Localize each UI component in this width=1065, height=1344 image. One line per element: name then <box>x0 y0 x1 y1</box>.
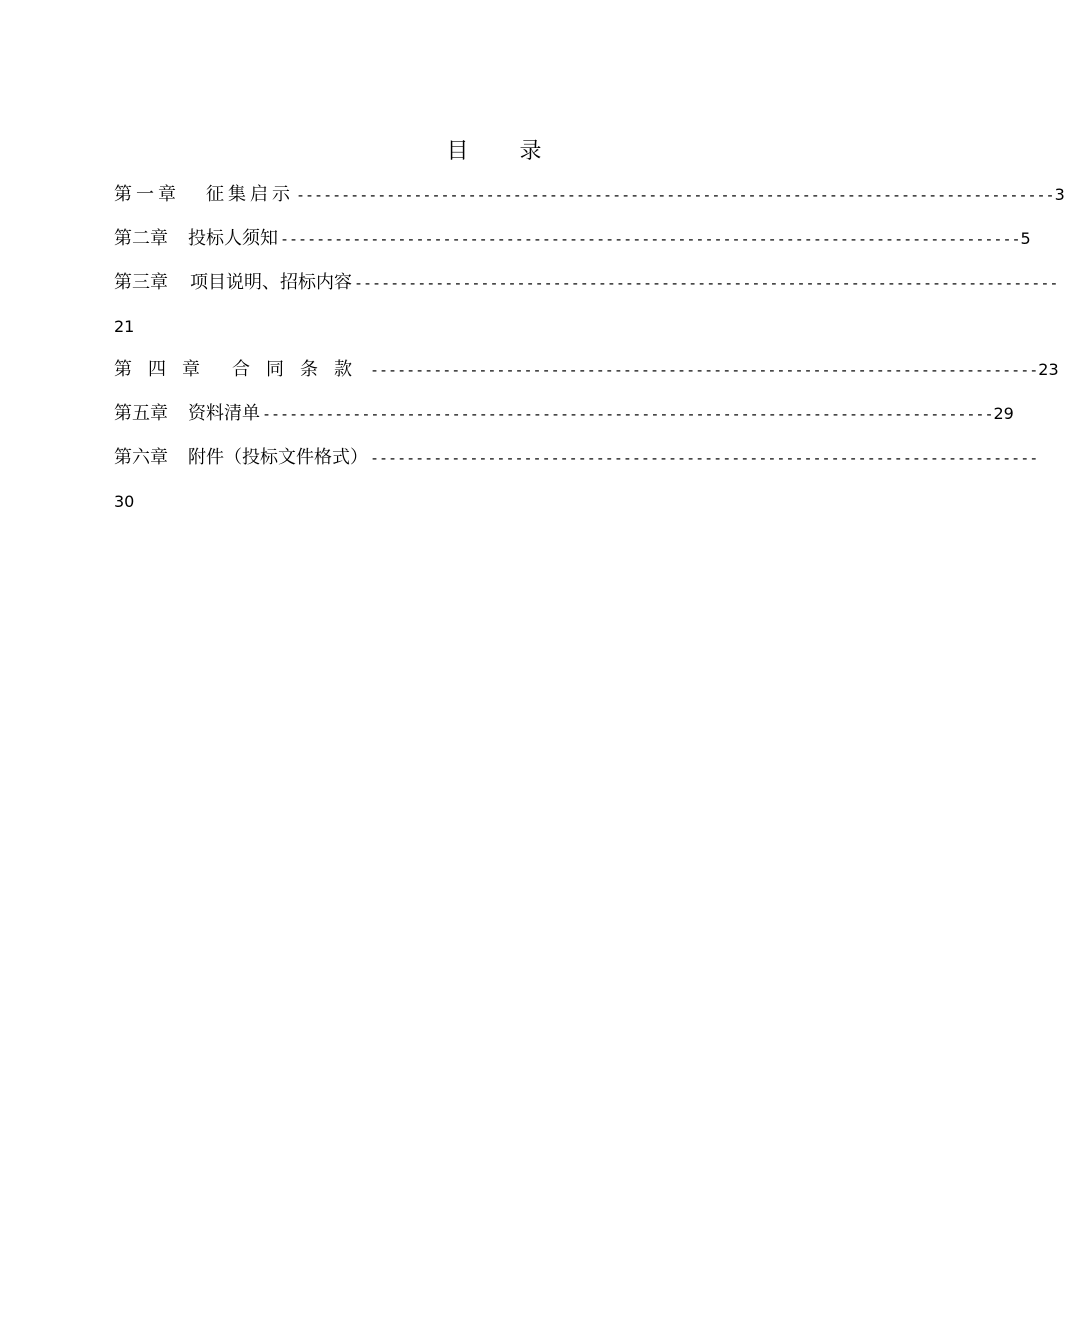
toc-chapter-label: 第三章 <box>114 272 168 293</box>
toc-entry-title: 附件（投标文件格式） <box>188 447 368 468</box>
toc-entry-title: 项目说明、招标内容 <box>190 272 352 293</box>
toc-entry-chapter-3[interactable] <box>114 270 1059 296</box>
toc-page-number: 5 <box>1020 229 1031 248</box>
toc-entry-chapter-4[interactable] <box>114 357 1059 383</box>
toc-page-number: 21 <box>114 317 135 336</box>
toc-entry-chapter-1[interactable] <box>114 182 1065 208</box>
toc-page-number: 3 <box>1054 185 1065 204</box>
toc-page-number: 23 <box>1038 360 1059 379</box>
toc-entry-title: 合同条款 <box>232 359 368 380</box>
toc-chapter-label: 第四章 <box>114 359 216 380</box>
toc-chapter-label: 第二章 <box>114 228 168 249</box>
toc-entry-title: 投标人须知 <box>188 228 278 249</box>
toc-heading: 目 录 <box>446 139 564 164</box>
toc-chapter-label: 第六章 <box>114 447 168 468</box>
toc-page-number: 29 <box>993 404 1014 423</box>
toc-dot-leader: -------------------------------------------------------------------------- <box>370 449 1039 467</box>
toc-dot-leader: ------------------------------------------------------------------------------------ <box>296 186 1055 204</box>
toc-dot-leader: -------------------------------------------------------------------------- <box>370 361 1039 379</box>
toc-entry-title: 资料清单 <box>188 403 260 424</box>
toc-dot-leader: ------------------------------------------------------------------------------ <box>354 274 1059 292</box>
toc-chapter-label: 第一章 <box>114 184 180 205</box>
toc-dot-leader: --------------------------------------------------------------------------------- <box>262 405 994 423</box>
toc-dot-leader: ---------------------------------------------------------------------------------- <box>280 230 1021 248</box>
toc-entry-title: 征集启示 <box>206 184 294 205</box>
toc-page-number: 30 <box>114 492 135 511</box>
toc-entry-chapter-5[interactable] <box>114 401 1014 427</box>
toc-entry-chapter-2[interactable] <box>114 226 1031 252</box>
toc-chapter-label: 第五章 <box>114 403 168 424</box>
toc-entry-chapter-6[interactable] <box>114 445 1039 471</box>
